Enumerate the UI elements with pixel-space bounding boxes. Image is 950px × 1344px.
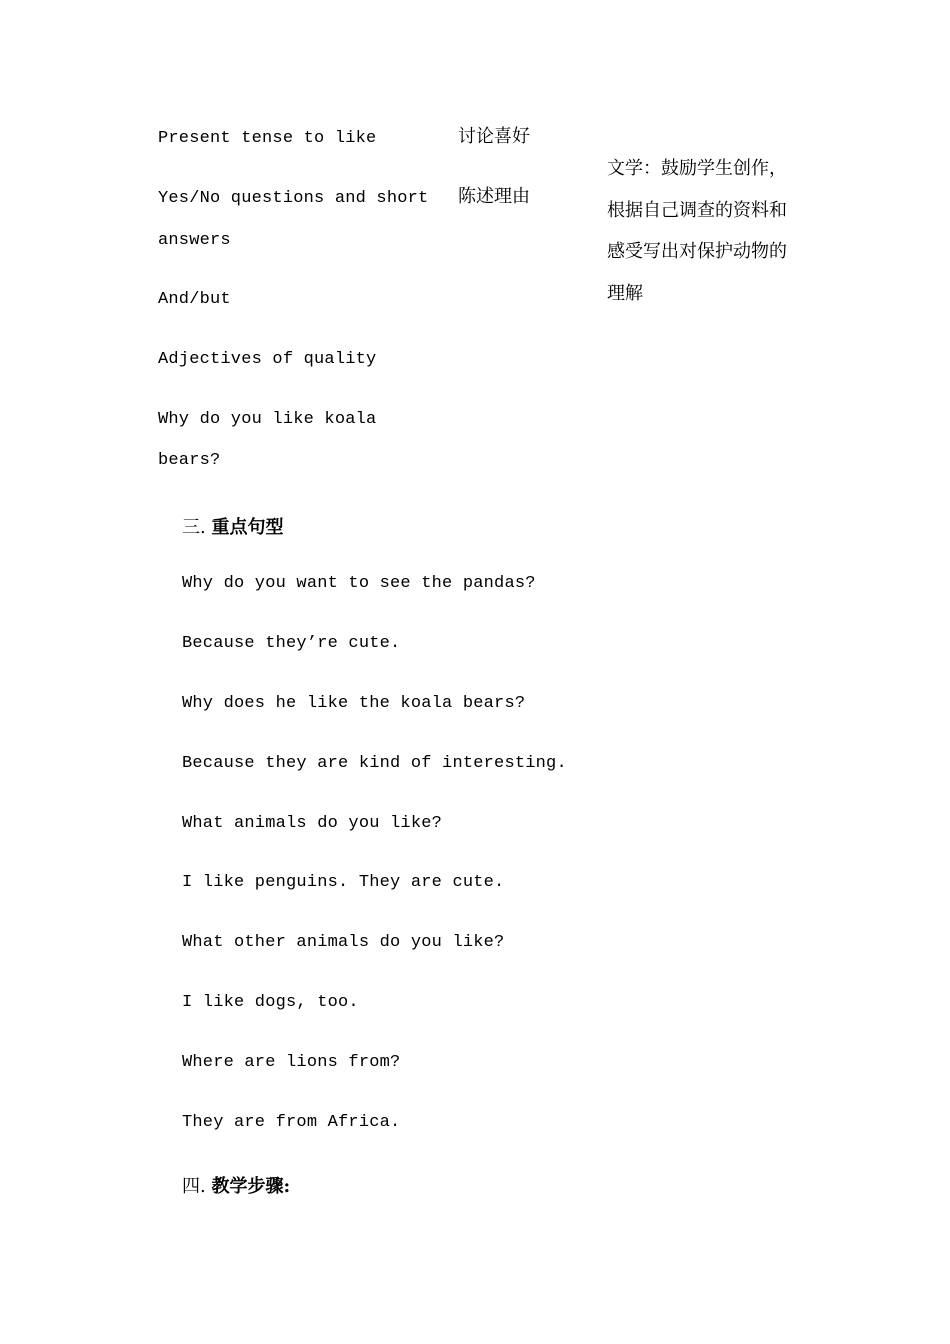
grammar-item-why-koala: Why do you like koala — [158, 410, 377, 429]
grammar-item-bears: bears? — [158, 451, 221, 470]
section-number: 四. — [182, 1176, 206, 1197]
section-title: 教学步骤: — [211, 1176, 291, 1197]
sentence-4: Because they are kind of interesting. — [182, 754, 567, 773]
sentence-3: Why does he like the koala bears? — [182, 694, 526, 713]
sentence-5: What animals do you like? — [182, 814, 443, 833]
grammar-item-present-tense: Present tense to like — [158, 129, 377, 148]
section-number: 三. — [182, 517, 206, 538]
sentence-8: I like dogs, too. — [182, 993, 359, 1012]
grammar-item-answers: answers — [158, 231, 231, 250]
sentence-10: They are from Africa. — [182, 1113, 401, 1132]
sentence-9: Where are lions from? — [182, 1053, 401, 1072]
sentence-1: Why do you want to see the pandas? — [182, 574, 536, 593]
sentence-2: Because they’re cute. — [182, 634, 401, 653]
grammar-item-and-but: And/but — [158, 290, 231, 309]
section-title: 重点句型 — [211, 517, 284, 538]
grammar-item-adjectives: Adjectives of quality — [158, 350, 377, 369]
section-heading-key-sentences — [182, 513, 283, 539]
function-item-discuss-likes: 讨论喜好 — [458, 126, 530, 147]
grammar-item-yes-no-questions: Yes/No questions and short — [158, 189, 429, 208]
culture-note: 文学：鼓励学生创作，根据自己调查的资料和感受写出对保护动物的理解 — [607, 158, 787, 304]
sentence-6: I like penguins. They are cute. — [182, 873, 505, 892]
sentence-7: What other animals do you like? — [182, 933, 505, 952]
function-item-give-reasons: 陈述理由 — [458, 186, 530, 207]
section-heading-teaching-steps — [182, 1172, 290, 1198]
